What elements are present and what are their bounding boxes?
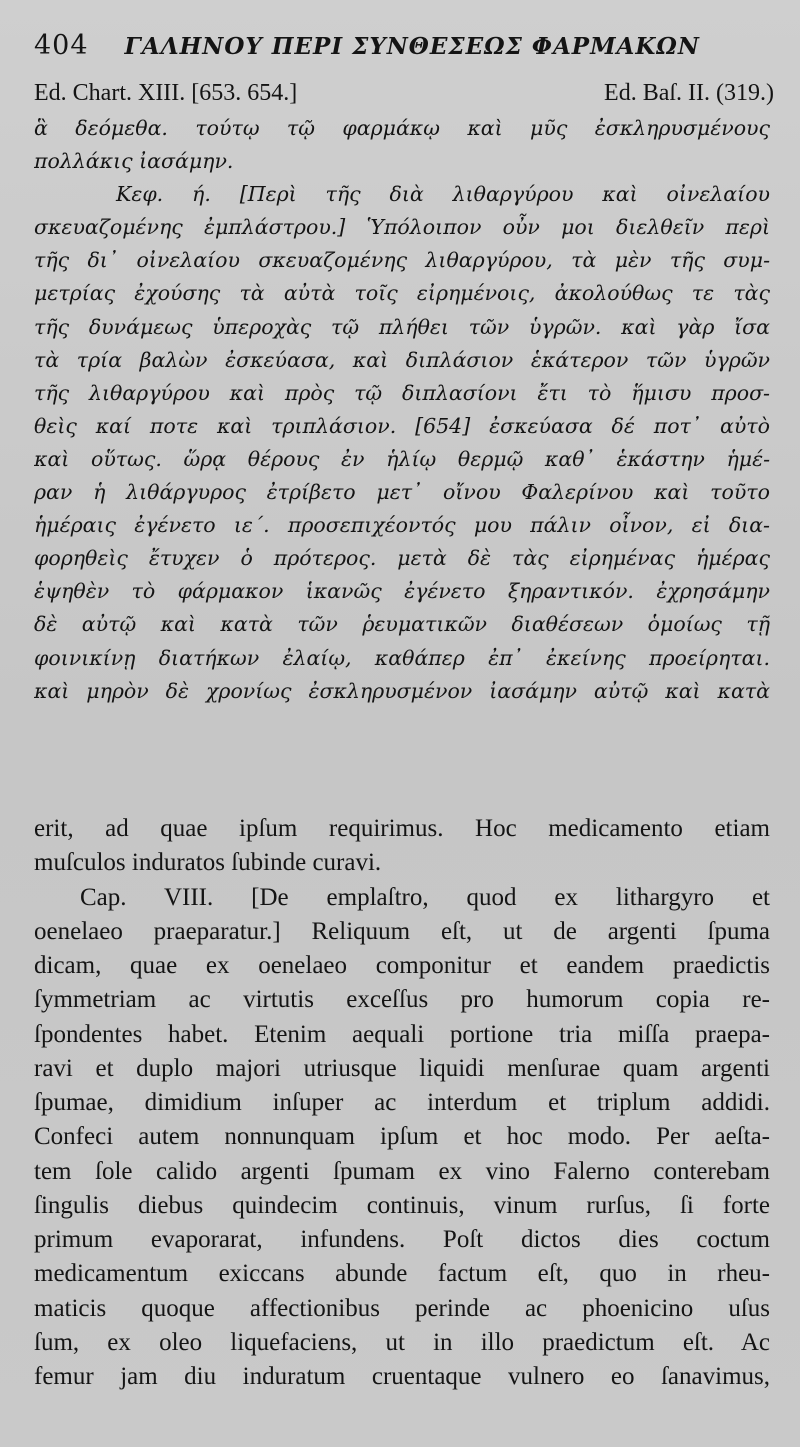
greek-line: τὰ τρία βαλὼν ἐσκεύασα, καὶ διπλάσιον ἑκάτερον τῶν ὑγρῶν <box>34 347 770 372</box>
greek-line: ραν ἡ λιθάργυρος ἐτρίβετο μετ᾽ οἴνου Φαλερίνου καὶ τοῦτο <box>34 480 770 505</box>
greek-line: ἑψηθὲν τὸ φάρμακον ἱκανῶς ἐγένετο ξηραντικόν. ἐχρησάμην <box>34 579 770 604</box>
edition-basel-reference: Ed. Baſ. II. (319.) <box>604 80 774 106</box>
greek-line: δὲ αὐτῷ καὶ κατὰ τῶν ῥευματικῶν διαθέσεων ὁμοίως τῇ <box>34 612 770 637</box>
latin-line: ſum, ex oleo liquefaciens, ut in illo praedictum eſt. Ac <box>34 1328 770 1356</box>
latin-line: dicam, quae ex oenelaeo componitur et eandem praedictis <box>34 952 770 979</box>
greek-chapter-heading: Κεφ. ή. [Περὶ τῆς διὰ λιθαργύρου καὶ οἰνελαίου <box>116 182 770 207</box>
greek-line: σκευαζομένης ἐμπλάστρου.] Ὑπόλοιπον οὖν μοι διελθεῖν περὶ <box>34 215 770 240</box>
greek-line: θεὶς καί ποτε καὶ τριπλάσιον. [654] ἐσκεύασα δέ ποτ᾽ αὐτὸ <box>34 413 770 438</box>
latin-line: muſculos induratos ſubinde curavi. <box>34 849 382 877</box>
latin-line: medicamentum exiccans abunde factum eſt, quo in rheu- <box>34 1260 770 1288</box>
greek-line: τῆς δι᾽ οἰνελαίου σκευαζομένης λιθαργύρου, τὰ μὲν τῆς συμ- <box>34 248 770 273</box>
edition-chart-reference: Ed. Chart. XIII. [653. 654.] <box>34 80 298 106</box>
greek-line: τῆς λιθαργύρου καὶ πρὸς τῷ διπλασίονι ἔτι τὸ ἥμισυ προσ- <box>34 380 770 405</box>
page-number: 404 <box>34 30 89 61</box>
greek-line: καὶ οὕτως. ὥρᾳ θέρους ἐν ἡλίῳ θερμῷ καθ᾽ ἑκάστην ἡμέ- <box>34 446 770 471</box>
latin-line: ſpumae, dimidium inſuper ac interdum et triplum addidi. <box>34 1089 770 1116</box>
greek-line: τῆς δυνάμεως ὑπεροχὰς τῷ πλήθει τῶν ὑγρῶν. καὶ γὰρ ἴσα <box>34 314 770 339</box>
latin-line: femur jam diu induratum cruentaque vulnero eo ſanavimus, <box>34 1363 770 1390</box>
latin-chapter-heading: Cap. VIII. [De emplaſtro, quod ex lithargyro et <box>80 883 770 911</box>
page-header <box>34 30 764 61</box>
latin-text-block <box>34 812 770 1394</box>
latin-line: ſingulis diebus quindecim continuis, vinum rurſus, ſi forte <box>34 1191 770 1219</box>
greek-line: μετρίας ἐχούσης τὰ αὐτὰ τοῖς εἰρημένοις, ἀκολούθως τε τὰς <box>34 281 770 306</box>
latin-line: ravi et duplo majori utriusque liquidi menſurae quam argenti <box>34 1054 770 1082</box>
greek-text-block <box>34 112 770 708</box>
latin-line: primum evaporarat, infundens. Poſt dictos dies coctum <box>34 1226 770 1253</box>
latin-line: erit, ad quae ipſum requirimus. Hoc medicamento etiam <box>34 815 770 842</box>
greek-line: πολλάκις ἰασάμην. <box>34 149 234 174</box>
latin-line: ſymmetriam ac virtutis exceſſus pro humorum copia re- <box>34 986 770 1014</box>
greek-line: ἃ δεόμεθα. τούτῳ τῷ φαρμάκῳ καὶ μῦς ἐσκληρυσμένους <box>34 116 770 140</box>
edition-references <box>34 80 774 107</box>
latin-line: ſpondentes habet. Etenim aequali portione tria miſſa praepa- <box>34 1020 770 1048</box>
greek-line: καὶ μηρὸν δὲ χρονίως ἐσκληρυσμένον ἰασάμην αὐτῷ καὶ κατὰ <box>34 678 770 703</box>
greek-line: φοινικίνῃ διατήκων ἐλαίῳ, καθάπερ ἐπ᾽ ἐκείνης προείρηται. <box>34 645 770 670</box>
latin-line: maticis quoque affectionibus perinde ac phoenicino uſus <box>34 1294 770 1322</box>
latin-line: oenelaeo praeparatur.] Reliquum eſt, ut de argenti ſpuma <box>34 917 770 945</box>
latin-line: Confeci autem nonnunquam ipſum et hoc modo. Per aeſta- <box>34 1123 770 1151</box>
greek-line: ἡμέραις ἐγένετο ιε΄. προσεπιχέοντός μου πάλιν οἶνον, εἰ δια- <box>34 513 770 538</box>
greek-line: φορηθεὶς ἔτυχεν ὁ πρότερος. μετὰ δὲ τὰς εἰρημένας ἡμέρας <box>34 546 770 571</box>
latin-line: tem ſole calido argenti ſpumam ex vino Falerno conterebam <box>34 1157 770 1185</box>
running-title: ΓΑΛΗΝΟΥ ΠΕΡΙ ΣΥΝΘΕΣΕΩΣ ΦΑΡΜΑΚΩΝ <box>124 33 700 60</box>
